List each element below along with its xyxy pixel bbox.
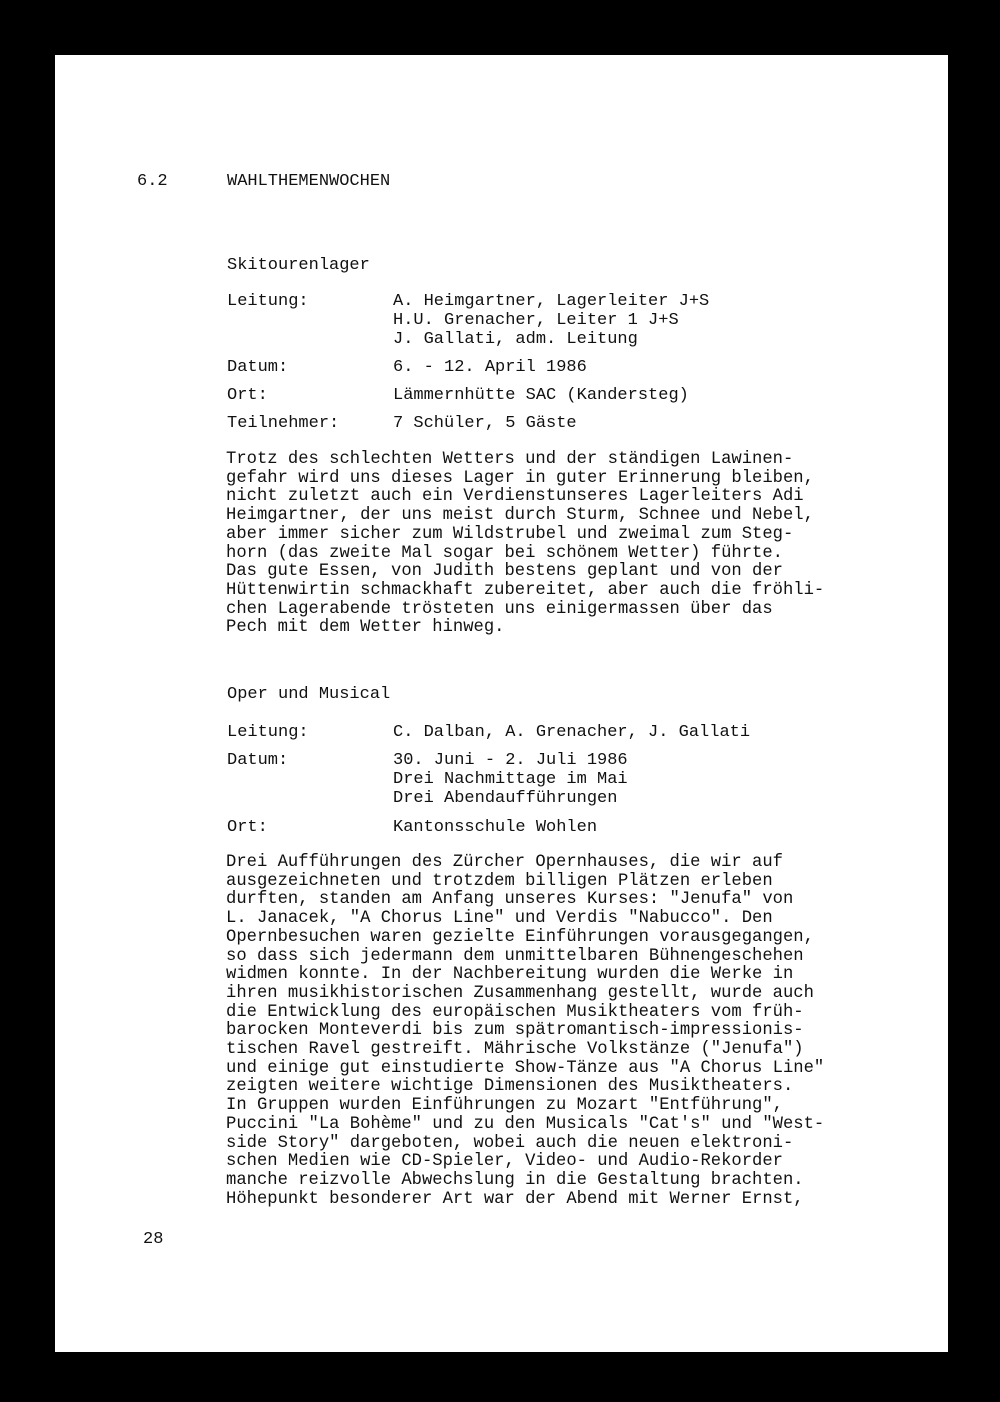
text-line: gefahr wird uns dieses Lager in guter Erinnerung bleiben, xyxy=(226,468,814,488)
oper-datum-line: Drei Abendaufführungen xyxy=(393,789,618,808)
ski-title: Skitourenlager xyxy=(227,256,370,275)
text-line: widmen konnte. In der Nachbereitung wurden die Werke in xyxy=(226,965,794,985)
text-line: ihren musikhistorischen Zusammenhang gestellt, wurde auch xyxy=(226,983,814,1003)
section-number: 6.2 xyxy=(137,172,168,191)
text-line: Drei Aufführungen des Zürcher Opernhauses, die wir auf xyxy=(226,853,783,872)
text-line: aber immer sicher zum Wildstrubel und zweimal zum Steg- xyxy=(226,524,794,544)
text-line: Das gute Essen, von Judith bestens geplant und von der xyxy=(226,562,783,582)
text-line: In Gruppen wurden Einführungen zu Mozart "Entführung", xyxy=(226,1096,783,1116)
ski-datum-label: Datum: xyxy=(227,358,289,377)
text-line: Hüttenwirtin schmackhaft zubereitet, aber auch die fröhli- xyxy=(226,580,825,600)
text-line: Heimgartner, der uns meist durch Sturm, Schnee und Nebel, xyxy=(226,506,814,526)
oper-paragraph xyxy=(226,854,824,1209)
text-line: ausgezeichneten und trotzdem billigen Plätzen erleben xyxy=(226,871,773,891)
ski-leitung-value xyxy=(393,292,709,349)
text-line: L. Janacek, "A Chorus Line" und Verdis "Nabucco". Den xyxy=(226,909,773,929)
text-line: nicht zuletzt auch ein Verdienstunseres Lagerleiters Adi xyxy=(226,487,804,507)
text-line: manche reizvolle Abwechslung in die Gestaltung brachten. xyxy=(226,1170,804,1190)
text-line: Trotz des schlechten Wetters und der ständigen Lawinen- xyxy=(226,450,794,469)
oper-title: Oper und Musical xyxy=(227,685,391,704)
ski-leitung-line: H.U. Grenacher, Leiter 1 J+S xyxy=(393,311,679,330)
oper-datum-line: Drei Nachmittage im Mai xyxy=(393,770,628,789)
ski-leitung-label: Leitung: xyxy=(227,292,309,311)
text-line: zeigten weitere wichtige Dimensionen des Musiktheaters. xyxy=(226,1077,794,1097)
oper-datum-value xyxy=(393,751,628,808)
text-line: barocken Monteverdi bis zum spätromantisch-impressionis- xyxy=(226,1021,804,1041)
text-line: die Entwicklung des europäischen Musiktheaters vom früh- xyxy=(226,1002,804,1022)
text-line: Pech mit dem Wetter hinweg. xyxy=(226,618,505,638)
page-number: 28 xyxy=(143,1230,164,1249)
ski-ort-value: Lämmernhütte SAC (Kandersteg) xyxy=(393,386,689,405)
oper-leitung-label: Leitung: xyxy=(227,723,309,742)
ski-teilnehmer-value: 7 Schüler, 5 Gäste xyxy=(393,414,577,433)
oper-datum-line: 30. Juni - 2. Juli 1986 xyxy=(393,751,628,770)
section-title: WAHLTHEMENWOCHEN xyxy=(227,172,391,191)
text-line: Puccini "La Bohème" und zu den Musicals "Cat's" und "West- xyxy=(226,1114,825,1134)
document-page xyxy=(55,55,948,1352)
ski-leitung-line: A. Heimgartner, Lagerleiter J+S xyxy=(393,292,710,311)
ski-paragraph xyxy=(226,451,824,638)
text-line: chen Lagerabende trösteten uns einigermassen über das xyxy=(226,599,773,619)
oper-ort-label: Ort: xyxy=(227,818,268,837)
ski-teilnehmer-label: Teilnehmer: xyxy=(227,414,340,433)
text-line: horn (das zweite Mal sogar bei schönem Wetter) führte. xyxy=(226,543,783,563)
oper-datum-label: Datum: xyxy=(227,751,289,770)
text-line: Höhepunkt besonderer Art war der Abend mit Werner Ernst, xyxy=(226,1189,804,1209)
text-line: Opernbesuchen waren gezielte Einführungen vorausgegangen, xyxy=(226,927,814,947)
ski-datum-value: 6. - 12. April 1986 xyxy=(393,358,587,377)
oper-leitung-value: C. Dalban, A. Grenacher, J. Gallati xyxy=(393,723,751,742)
text-line: side Story" dargeboten, wobei auch die neuen elektroni- xyxy=(226,1133,794,1153)
oper-ort-value: Kantonsschule Wohlen xyxy=(393,818,598,837)
ski-ort-label: Ort: xyxy=(227,386,268,405)
ski-leitung-line: J. Gallati, adm. Leitung xyxy=(393,330,638,349)
text-line: so dass sich jedermann dem unmittelbaren Bühnengeschehen xyxy=(226,946,804,966)
text-line: und einige gut einstudierte Show-Tänze aus "A Chorus Line" xyxy=(226,1058,825,1078)
text-line: schen Medien wie CD-Spieler, Video- und Audio-Rekorder xyxy=(226,1152,783,1172)
text-line: durften, standen am Anfang unseres Kurses: "Jenufa" von xyxy=(226,890,794,910)
text-line: tischen Ravel gestreift. Mährische Volkstänze ("Jenufa") xyxy=(226,1040,804,1060)
